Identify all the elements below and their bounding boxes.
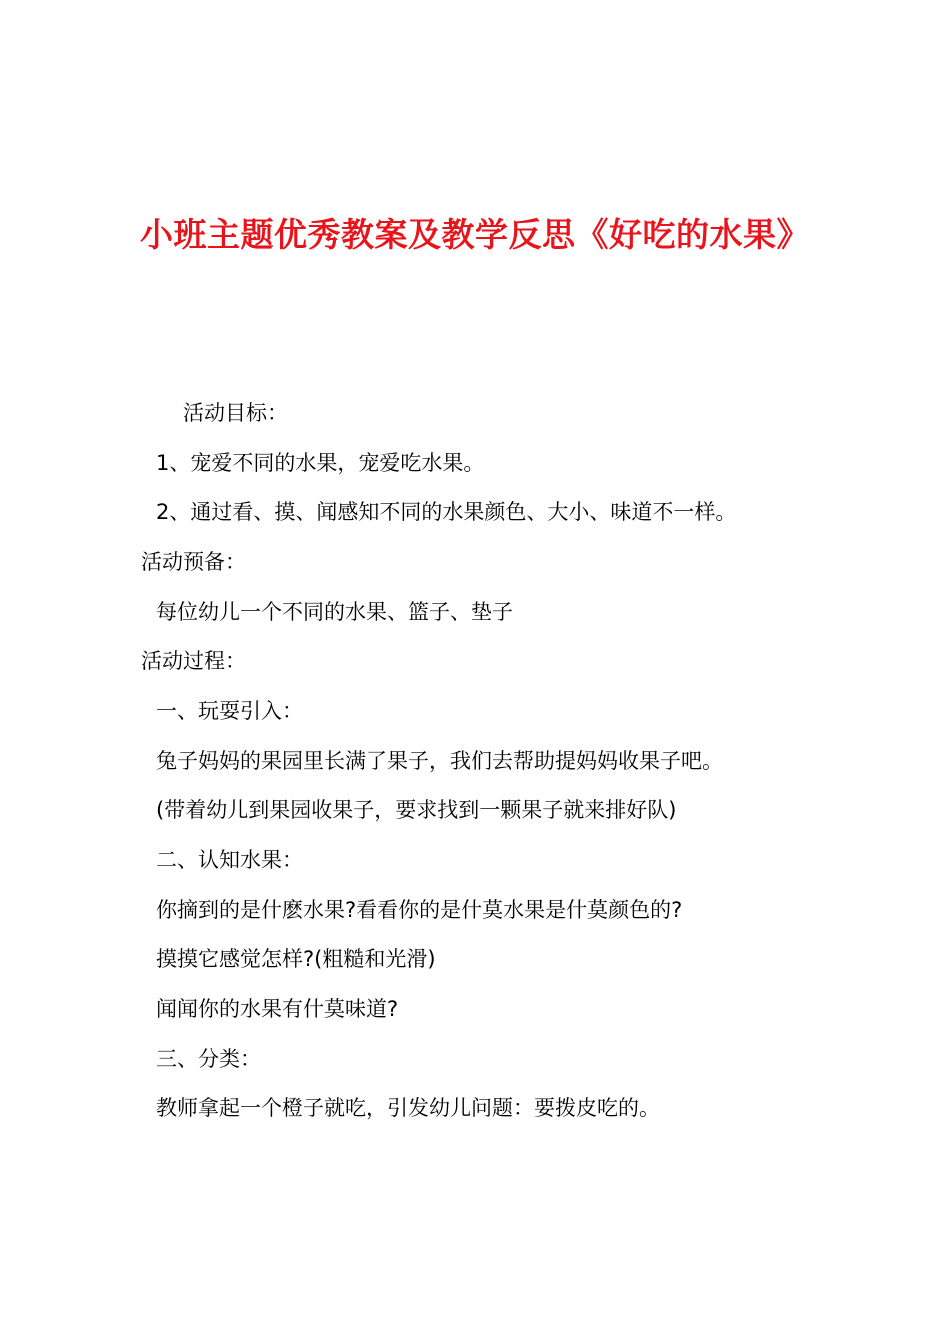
section-heading-preparation: 活动预备： [141, 550, 246, 574]
section-heading-process: 活动过程： [141, 649, 246, 673]
paragraph-line: 闻闻你的水果有什莫味道? [156, 997, 399, 1021]
paragraph-line: 教师拿起一个橙子就吃，引发幼儿问题：要拨皮吃的。 [156, 1096, 660, 1120]
paragraph-line: 摸摸它感觉怎样?(粗糙和光滑) [156, 947, 436, 971]
goal-item-1: 1、宠爱不同的水果，宠爱吃水果。 [156, 451, 485, 475]
document-title: 小班主题优秀教案及教学反思《好吃的水果》 [140, 215, 810, 254]
step-heading-classify: 三、分类： [156, 1047, 261, 1071]
preparation-text: 每位幼儿一个不同的水果、篮子、垫子 [156, 600, 513, 624]
step-heading-game-intro: 一、玩耍引入： [156, 699, 303, 723]
paragraph-line: 兔子妈妈的果园里长满了果子，我们去帮助提妈妈收果子吧。 [156, 749, 723, 773]
paragraph-line: 你摘到的是什麽水果?看看你的是什莫水果是什莫颜色的? [156, 898, 683, 922]
goal-item-2: 2、通过看、摸、闻感知不同的水果颜色、大小、味道不一样。 [156, 500, 737, 524]
step-heading-know-fruits: 二、认知水果： [156, 848, 303, 872]
paragraph-line: (带着幼儿到果园收果子，要求找到一颗果子就来排好队) [156, 798, 677, 822]
section-heading-activity-goals: 活动目标： [183, 401, 288, 425]
